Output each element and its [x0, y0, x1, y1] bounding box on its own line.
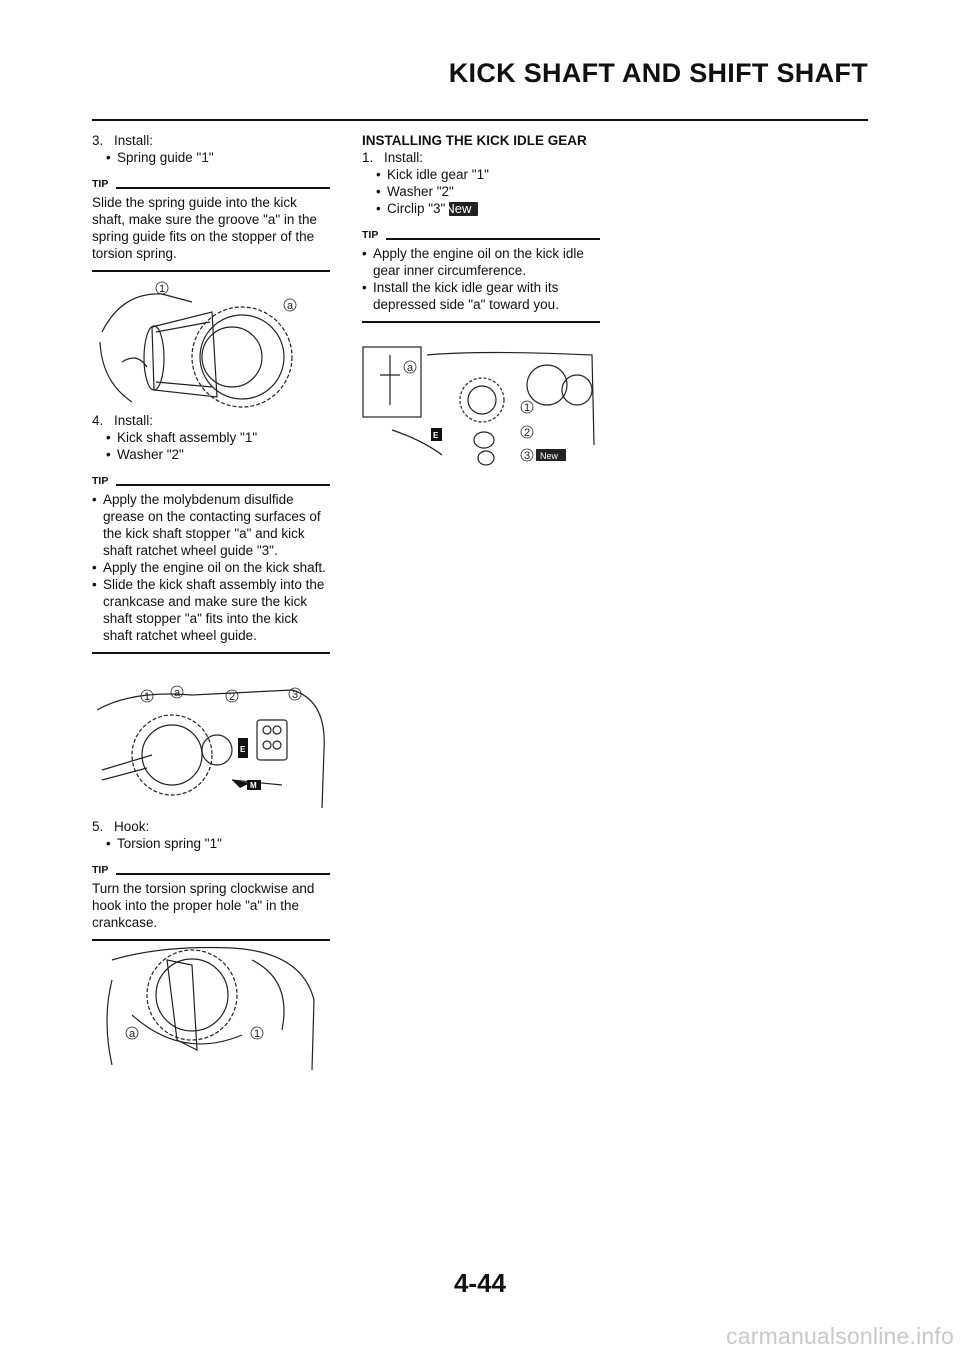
step-1-bullet-3: • Circlip "3"New — [376, 200, 600, 217]
left-column-step5 — [92, 818, 330, 941]
watermark: carmanualsonline.info — [726, 1323, 954, 1349]
tip-step-4 — [92, 491, 330, 654]
callout-3: 3 — [524, 450, 531, 462]
tip-bullet: • Apply the molybdenum disulfide grease on the contacting surfaces of the kick shaft stopper "a" and kick shaft ratchet wheel guide "3". — [92, 491, 330, 559]
tip-step-5: Turn the torsion spring clockwise and hook into the proper hole "a" in the crankcase. — [92, 880, 330, 941]
callout-1: 1 — [524, 402, 531, 414]
tip-header: TIP — [362, 229, 600, 243]
new-badge: New — [449, 202, 478, 216]
callout-a: a — [407, 362, 414, 374]
tip-bullet: • Apply the engine oil on the kick shaft. — [92, 559, 330, 576]
tip-bullet: • Apply the engine oil on the kick idle gear inner circumference. — [362, 245, 600, 279]
step-4-bullet-2: • Washer "2" — [106, 446, 330, 463]
tip-bullet: • Install the kick idle gear with its depressed side "a" toward you. — [362, 279, 600, 313]
tip-header: TIP — [92, 475, 330, 489]
step-5-bullet: • Torsion spring "1" — [106, 835, 330, 852]
page-number: 4-44 — [453, 1268, 507, 1298]
figure-kick-shaft-assembly — [92, 680, 330, 810]
callout-a: a — [129, 1028, 136, 1040]
step-1: 1. Install: — [362, 150, 424, 165]
oil-symbol-e: E — [433, 431, 439, 440]
callout-2: 2 — [229, 691, 236, 703]
step-3: 3. Install: — [92, 133, 154, 148]
step-1-bullet-2: • Washer "2" — [376, 183, 600, 200]
page-title: KICK SHAFT AND SHIFT SHAFT — [448, 58, 868, 88]
step-5: 5. Hook: — [92, 819, 150, 834]
grease-symbol-m: M — [250, 781, 257, 790]
callout-1: 1 — [254, 1028, 261, 1040]
right-column — [362, 132, 600, 323]
figure-spring-guide — [92, 272, 330, 412]
tip-header: TIP — [92, 864, 330, 878]
left-column-step4 — [92, 412, 330, 654]
callout-a: a — [174, 687, 181, 699]
header-rule — [92, 119, 868, 121]
step-1-bullet-1: • Kick idle gear "1" — [376, 166, 600, 183]
oil-symbol-e: E — [240, 745, 246, 754]
callout-1: 1 — [144, 691, 151, 703]
tip-step-1 — [362, 245, 600, 323]
callout-2: 2 — [524, 427, 531, 439]
section-heading: INSTALLING THE KICK IDLE GEAR — [362, 133, 587, 148]
callout-3: 3 — [292, 689, 299, 701]
tip-step-3: Slide the spring guide into the kick shaft, make sure the groove "a" in the spring guide fits on the stopper of the torsion spring. — [92, 194, 330, 272]
tip-header: TIP — [92, 178, 330, 192]
left-column — [92, 132, 330, 272]
new-label: New — [540, 451, 559, 461]
tip-bullet: • Slide the kick shaft assembly into the crankcase and make sure the kick shaft stopper "a" fits into the kick shaft ratchet wheel guide. — [92, 576, 330, 644]
figure-torsion-spring — [92, 940, 330, 1075]
callout-1: 1 — [159, 283, 166, 295]
callout-a: a — [287, 300, 294, 312]
step-4: 4. Install: — [92, 413, 154, 428]
step-4-bullet-1: • Kick shaft assembly "1" — [106, 429, 330, 446]
figure-kick-idle-gear — [362, 345, 600, 475]
step-3-bullet: • Spring guide "1" — [106, 149, 330, 166]
